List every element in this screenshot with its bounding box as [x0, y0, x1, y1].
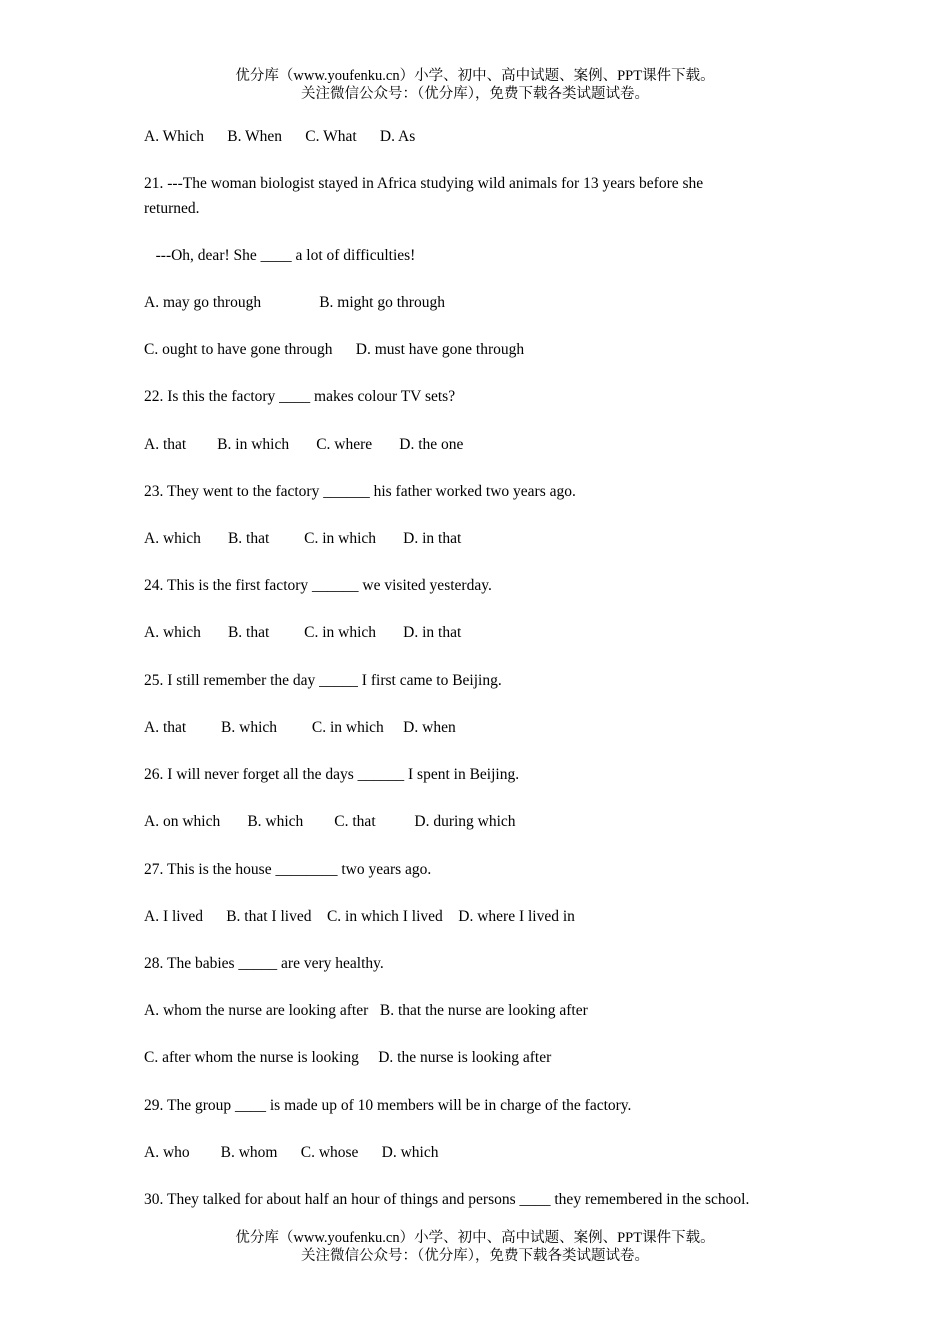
options-23: A. which B. that C. in which D. in that	[144, 530, 462, 547]
header-line-2: 关注微信公众号：（优分库），免费下载各类试题试卷。	[301, 86, 649, 102]
options-26: A. on which B. which C. that D. during which	[144, 813, 516, 830]
options-29: A. who B. whom C. whose D. which	[144, 1144, 439, 1161]
options-21-ab: A. may go through B. might go through	[144, 294, 445, 311]
question-29: 29. The group ____ is made up of 10 members will be in charge of the factory.	[144, 1097, 632, 1114]
options-21-cd: C. ought to have gone through D. must have gone through	[144, 341, 525, 358]
question-24: 24. This is the first factory ______ we visited yesterday.	[144, 577, 492, 594]
question-21-cont: returned.	[144, 200, 200, 217]
question-26: 26. I will never forget all the days ______ I spent in Beijing.	[144, 766, 520, 783]
options-22: A. that B. in which C. where D. the one	[144, 436, 464, 453]
options-28-ab: A. whom the nurse are looking after B. that the nurse are looking after	[144, 1002, 588, 1019]
footer-line-2: 关注微信公众号：（优分库），免费下载各类试题试卷。	[301, 1248, 649, 1264]
page-footer	[0, 1229, 950, 1265]
options-28-cd: C. after whom the nurse is looking D. the nurse is looking after	[144, 1049, 552, 1066]
options-line: A. Which B. When C. What D. As	[144, 128, 416, 145]
question-21-reply: ---Oh, dear! She ____ a lot of difficulties!	[144, 247, 416, 264]
options-25: A. that B. which C. in which D. when	[144, 719, 456, 736]
question-30: 30. They talked for about half an hour of things and persons ____ they remembered in the school.	[144, 1191, 750, 1208]
question-27: 27. This is the house ________ two years ago.	[144, 861, 432, 878]
question-22: 22. Is this the factory ____ makes colour TV sets?	[144, 388, 456, 405]
options-27: A. I lived B. that I lived C. in which I lived D. where I lived in	[144, 908, 575, 925]
question-28: 28. The babies _____ are very healthy.	[144, 955, 384, 972]
question-25: 25. I still remember the day _____ I first came to Beijing.	[144, 672, 502, 689]
footer-line-1: 优分库（www.youfenku.cn）小学、初中、高中试题、案例、PPT课件下载。	[235, 1230, 715, 1246]
options-24: A. which B. that C. in which D. in that	[144, 624, 462, 641]
question-23: 23. They went to the factory ______ his father worked two years ago.	[144, 483, 576, 500]
page-header	[0, 67, 950, 103]
question-21: 21. ---The woman biologist stayed in Africa studying wild animals for 13 years before she	[144, 175, 704, 192]
header-line-1: 优分库（www.youfenku.cn）小学、初中、高中试题、案例、PPT课件下载。	[235, 68, 715, 84]
